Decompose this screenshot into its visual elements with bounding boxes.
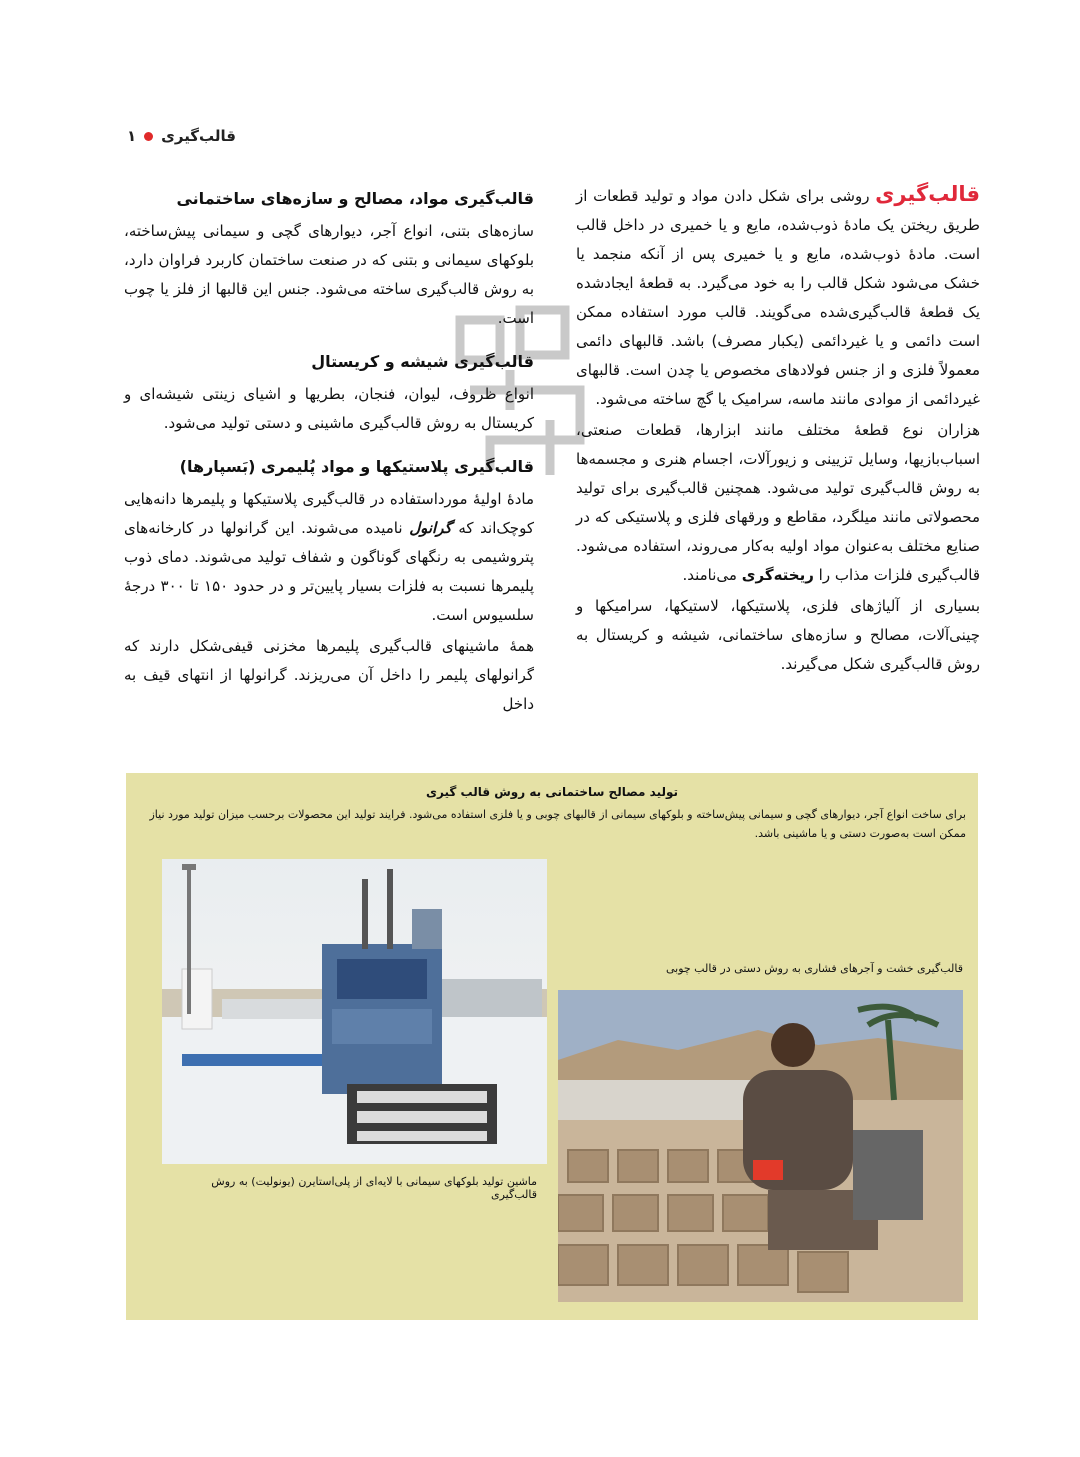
paragraph-glass: انواع ظروف، لیوان، فنجان، بطریها و اشیای زینتی شیشه‌ای و کریستال به روش قالب‌گیری ماشینی و دستی تولید می‌شود.	[124, 385, 534, 432]
section-glass	[124, 347, 534, 438]
paragraph-machines: همهٔ ماشینهای قالب‌گیری پلیمرها مخزنی قیفی‌شکل دارند که گرانولهای پلیمر را داخل آن می‌ریزند. گرانولها از انتهای قیف به داخل	[124, 637, 534, 713]
block-machine-photo	[162, 859, 547, 1164]
right-column	[576, 180, 980, 681]
granule-term: گرانول	[409, 519, 452, 537]
paragraph-applications	[576, 416, 980, 590]
granules-text-end: نامیده می‌شوند. این گرانولها در کارخانه‌های پتروشیمی به رنگهای گوناگون و شفاف تولید می‌شوند. دمای ذوب پلیمرها نسبت به فلزات بسیار پایین‌تر و در حدود ۱۵۰ تا ۳۰۰ درجهٔ سلسیوس است.	[124, 519, 535, 624]
paragraph-construction: سازه‌های بتنی، انواع آجر، دیوارهای گچی و سیمانی پیش‌ساخته، بلوکهای سیمانی و بتنی که در صنعت ساختمان کاربرد فراوان دارد، به روش قالب‌گیری ساخته می‌شود. جنس این قالبها از فلز یا چوب است.	[124, 222, 534, 327]
section-plastics	[124, 452, 534, 719]
info-box	[126, 773, 978, 1320]
paragraph-materials: بسیاری از آلیاژهای فلزی، پلاستیکها، لاستیکها، سرامیکها و چینی‌آلات، مصالح و سازه‌های ساختمانی، شیشه و کریستال به روش قالب‌گیری شکل می‌گیرند.	[576, 597, 980, 673]
heading-construction: قالب‌گیری مواد، مصالح و سازه‌های ساختمانی	[176, 189, 534, 208]
red-dot-icon	[144, 132, 153, 141]
machine-caption: ماشین تولید بلوکهای سیمانی با لایه‌ای از پلی‌استایرن (یونولیت) به روش قالب‌گیری	[211, 1175, 537, 1201]
heading-plastics: قالب‌گیری پلاستیکها و مواد پُلیمری (بَسپارها)	[179, 457, 534, 476]
info-box-text: برای ساخت انواع آجر، دیوارهای گچی و سیمانی پیش‌ساخته و بلوکهای سیمانی از قالبهای چوبی و یا فلزی استفاده می‌شود. فرایند تولید این محصولات برحسب میزان تولید مورد نیاز ممکن است به‌صورت دستی و یا ماشینی باشد.	[149, 808, 966, 840]
granules-text: مادهٔ اولیهٔ مورداستفاده در قالب‌گیری پلاستیکها و پلیمرها دانه‌هایی کوچک‌اند که	[124, 490, 534, 537]
lead-term: قالب‌گیری	[875, 182, 980, 206]
intro-text: روشی برای شکل دادن مواد و تولید قطعات از طریق ریختن یک مادهٔ ذوب‌شده، مایع و یا خمیری در داخل قالب است. مادهٔ ذوب‌شده، مایع و یا خمیری پس از آنکه منجمد یا خشک می‌شود شکل قالب را به خود می‌گیرد. به قطعهٔ ایجادشده یک قطعهٔ قالب‌گیری‌شده می‌گویند. قالب مورد استفاده ممکن است دائمی و یا غیردائمی (یکبار مصرف) باشد. قالبهای دائمی معمولاً فلزی و از جنس فولادهای مخصوص یا چدن است. قالبهای غیردائمی از موادی مانند ماسه، سرامیک یا گچ ساخته می‌شود.	[576, 187, 980, 408]
left-column	[124, 180, 534, 733]
paragraph-granules	[124, 485, 534, 630]
running-head-title: قالب‌گیری	[161, 127, 236, 145]
brick-making-photo	[558, 990, 963, 1302]
info-box-title: تولید مصالح ساختمانی به روش قالب گیری	[425, 785, 679, 799]
casting-term: ریخته‌گری	[741, 566, 814, 584]
section-construction	[124, 184, 534, 333]
watermark-text: ​	[520, 600, 582, 623]
heading-glass: قالب‌گیری شیشه و کریستال	[311, 352, 534, 371]
bricks-caption: قالب‌گیری خشت و آجرهای فشاری به روش دستی در قالب چوبی	[665, 962, 963, 975]
running-head	[126, 124, 236, 148]
applications-text: هزاران نوع قطعهٔ مختلف مانند ابزارها، قطعات صنعتی، اسباب‌بازیها، وسایل تزیینی و زیورآلات، اجسام هنری و مجسمه‌ها به روش قالب‌گیری تولید می‌شود. همچنین قالب‌گیری برای تولید محصولاتی مانند میلگرد، مقاطع و ورقهای فلزی و پلاستیکی که در صنایع مختلف به‌عنوان مواد اولیه به‌کار می‌روند، استفاده می‌شود. قالب‌گیری فلزات مذاب را	[576, 421, 980, 584]
applications-text-end: می‌نامند.	[682, 566, 737, 584]
intro-paragraph	[576, 180, 980, 414]
page-number: ۱	[126, 127, 137, 145]
